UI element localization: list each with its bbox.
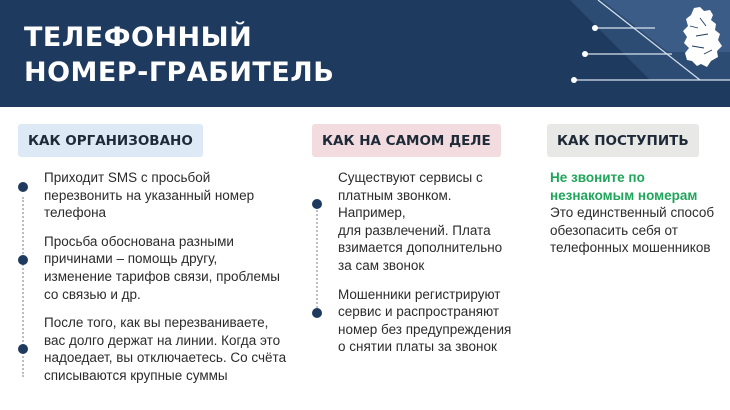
title-line-2: НОМЕР-ГРАБИТЕЛЬ <box>24 57 335 88</box>
column-heading-in-reality: КАК НА САМОМ ДЕЛЕ <box>312 124 501 157</box>
timeline-dot-icon <box>18 344 28 354</box>
what-to-do-body <box>547 169 717 257</box>
in-reality-list <box>312 169 522 356</box>
list-item-text: Мошенники регистрируют сервис и распространяют номер без предупреждения о снятии платы за звонок <box>338 286 512 355</box>
timeline-dot-icon <box>312 199 322 209</box>
list-item-text: Существуют сервисы с платным звонком. Например, для развлечений. Плата взимается дополнительно за сам звонок <box>338 170 503 273</box>
column-heading-how-organized: КАК ОРГАНИЗОВАНО <box>18 124 203 157</box>
header-banner <box>0 0 730 107</box>
list-item-text: После того, как вы перезваниваете, вас долго держат на линии. Когда это надоедает, вы отключаетесь. Со счёта списываются крупные суммы <box>44 315 287 383</box>
list-item <box>18 233 296 303</box>
list-item-text: Приходит SMS с просьбой перезвонить на указанный номер телефона <box>44 170 255 221</box>
advice-highlight: Не звоните по незнакомым номерам <box>550 170 698 203</box>
region-map-icon <box>680 6 724 68</box>
column-in-reality <box>312 124 522 356</box>
list-item <box>18 169 296 222</box>
timeline-dot-icon <box>18 182 28 192</box>
timeline-dot-icon <box>18 255 28 265</box>
list-item <box>312 169 522 275</box>
list-item <box>18 314 296 384</box>
advice-text: Это единственный способ обезопасить себя от телефонных мошенников <box>550 205 715 256</box>
column-what-to-do <box>547 124 717 257</box>
column-heading-what-to-do: КАК ПОСТУПИТЬ <box>547 124 699 157</box>
page-title <box>24 20 334 90</box>
column-how-organized <box>18 124 296 385</box>
list-item <box>312 286 522 356</box>
how-organized-list <box>18 169 296 385</box>
list-item-text: Просьба обоснована разными причинами – помощь другу, изменение тарифов связи, проблемы со связью и др. <box>44 233 280 302</box>
timeline-dot-icon <box>312 308 322 318</box>
title-line-1: ТЕЛЕФОННЫЙ <box>24 22 253 53</box>
